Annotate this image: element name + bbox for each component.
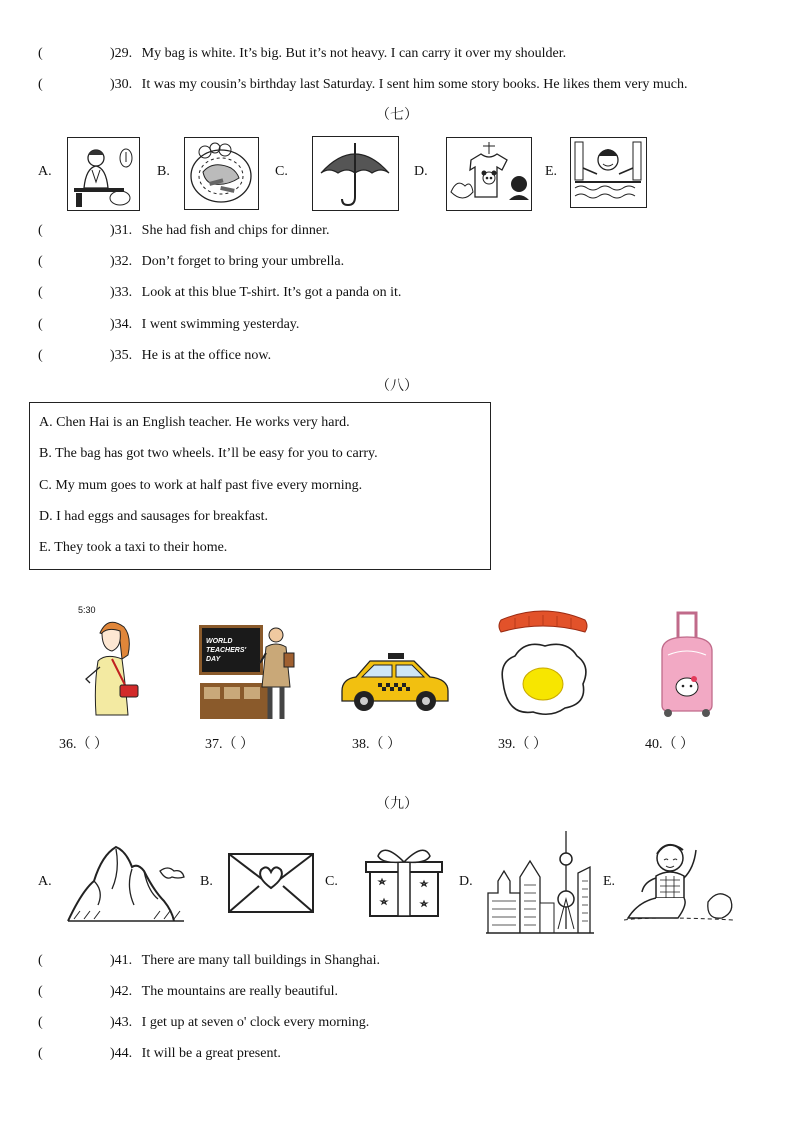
option-letter: A.	[38, 164, 52, 179]
question-number: )35.	[110, 348, 133, 363]
question-number: )30.	[110, 77, 133, 92]
answer-paren[interactable]: (	[38, 77, 43, 92]
question-text: The mountains are really beautiful.	[141, 984, 338, 999]
answer-paren[interactable]: (	[38, 1015, 43, 1030]
question-text: I get up at seven o' clock every morning.	[141, 1015, 370, 1030]
option-letter: C.	[325, 874, 338, 889]
question-text: Look at this blue T-shirt. It’s got a panda on it.	[141, 285, 402, 300]
answer-paren[interactable]: (	[38, 285, 43, 300]
answer-paren[interactable]: (	[38, 317, 43, 332]
answer-paren[interactable]: (	[38, 254, 43, 269]
sentence-e: E. They took a taxi to their home.	[39, 540, 228, 555]
section-title-7: （七）	[376, 108, 418, 123]
question-35	[38, 346, 271, 366]
mountains-icon	[64, 841, 188, 925]
umbrella-icon	[312, 136, 399, 211]
shanghai-skyline-icon	[484, 829, 596, 935]
tshirt-with-panda-icon	[446, 137, 532, 211]
option-letter: B.	[157, 164, 170, 179]
answer-36[interactable]: 36.（ ）	[59, 737, 108, 752]
answer-paren[interactable]: (	[38, 348, 43, 363]
envelope-heart-icon	[227, 852, 315, 914]
question-number: )29.	[110, 46, 133, 61]
option-letter: D.	[414, 164, 428, 179]
question-text: There are many tall buildings in Shanghai.	[141, 953, 380, 968]
woman-going-to-work-icon	[76, 603, 146, 721]
question-number: )43.	[110, 1015, 133, 1030]
question-29	[38, 44, 566, 64]
answer-40[interactable]: 40.（ ）	[645, 737, 694, 752]
answer-38[interactable]: 38.（ ）	[352, 737, 401, 752]
sentence-c: C. My mum goes to work at half past five every morning.	[39, 478, 363, 493]
question-number: )31.	[110, 223, 133, 238]
question-number: )32.	[110, 254, 133, 269]
question-42	[38, 982, 338, 1002]
teacher-blackboard-icon	[198, 623, 300, 722]
rolling-schoolbag-icon	[656, 611, 718, 717]
sentence-box	[29, 402, 491, 570]
sausage-and-egg-icon	[495, 604, 591, 716]
question-number: )34.	[110, 317, 133, 332]
gift-box-icon	[360, 842, 448, 920]
fish-and-chips-plate-icon	[184, 137, 259, 210]
option-letter: C.	[275, 164, 288, 179]
question-text: My bag is white. It’s big. But it’s not heavy. I can carry it over my shoulder.	[141, 46, 567, 61]
question-31	[38, 221, 329, 241]
option-letter: E.	[545, 164, 558, 179]
question-30	[38, 75, 687, 95]
answer-37[interactable]: 37.（ ）	[205, 737, 254, 752]
answer-paren[interactable]: (	[38, 953, 43, 968]
question-number: )33.	[110, 285, 133, 300]
answer-39[interactable]: 39.（ ）	[498, 737, 547, 752]
question-32	[38, 252, 344, 272]
question-number: )44.	[110, 1046, 133, 1061]
option-letter: E.	[603, 874, 616, 889]
answer-paren[interactable]: (	[38, 46, 43, 61]
answer-paren[interactable]: (	[38, 223, 43, 238]
answer-paren[interactable]: (	[38, 1046, 43, 1061]
question-text: He is at the office now.	[141, 348, 272, 363]
taxi-icon	[338, 651, 452, 715]
sentence-b: B. The bag has got two wheels. It’ll be easy for you to carry.	[39, 446, 378, 461]
question-text: I went swimming yesterday.	[141, 317, 300, 332]
option-letter: A.	[38, 874, 52, 889]
question-33	[38, 283, 401, 303]
boy-stretching-icon	[624, 838, 736, 926]
section-title-8: （八）	[376, 379, 418, 394]
question-number: )41.	[110, 953, 133, 968]
option-letter: B.	[200, 874, 213, 889]
clock-label: 5:30	[78, 605, 96, 615]
question-34	[38, 315, 299, 335]
question-41	[38, 951, 380, 971]
question-text: She had fish and chips for dinner.	[141, 223, 330, 238]
question-text: It will be a great present.	[141, 1046, 281, 1061]
question-text: It was my cousin’s birthday last Saturday. I sent him some story books. He likes them very much.	[141, 77, 688, 92]
option-letter: D.	[459, 874, 473, 889]
answer-paren[interactable]: (	[38, 984, 43, 999]
doctor-at-desk-icon	[67, 137, 140, 211]
question-43	[38, 1013, 369, 1033]
question-text: Don’t forget to bring your umbrella.	[141, 254, 345, 269]
sentence-d: D. I had eggs and sausages for breakfast.	[39, 509, 268, 524]
boy-swimming-icon	[570, 137, 647, 208]
sentence-a: A. Chen Hai is an English teacher. He works very hard.	[39, 415, 350, 430]
question-44	[38, 1044, 281, 1064]
section-title-9: （九）	[376, 797, 418, 812]
question-number: )42.	[110, 984, 133, 999]
blackboard-text: WORLD TEACHERS' DAY	[206, 638, 247, 663]
